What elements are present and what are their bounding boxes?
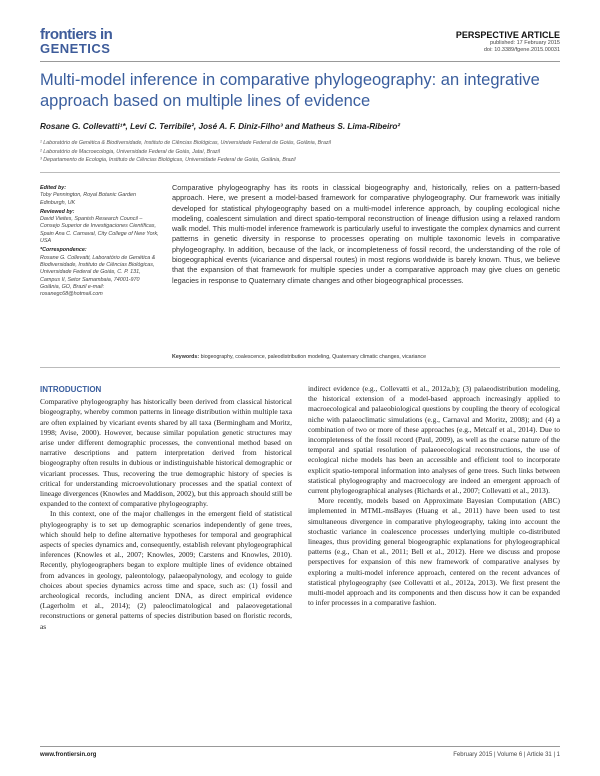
edited-by-label: Edited by: bbox=[40, 185, 67, 191]
paragraph: In this context, one of the major challenges in the emergent field of statistical phylogeography is to set up demographic scenarios independently of gene trees, which should help to define alternative hypotheses for temporal and geographical aspects of species dynamics and, consequently, establish relevant phylogeographical inferences (Knowles et al., 2007; Knowles, 2009; Carstens and Knowles, 2010). Recently, phylogeographers began to explore multiple lines of evidence obtained from advances in geology, paleontology, palaeopalynology, and ecology to guide choices about species dynamics across time and space, such as: (1) fossil and archeological records, including ancient DNA, as direct empirical evidence (Lagerholm et al., 2014); (2) paleoclimatological and palaeovegetational reconstructions or general patterns of species distribution based on floristic records, as bbox=[40, 509, 292, 631]
body-column-right bbox=[308, 384, 560, 608]
keywords bbox=[172, 354, 560, 360]
abstract: Comparative phylogeography has its roots in classical biogeography and, historically, relies on a pattern-based approach. Here, we present a model-based framework for comparative phylogeography. Our framework was initially developed for statistical phylogeography based on a multi-model inference approach, by coupling ecological niche modeling, coalescent simulation and direct spatio-temporal reconstruction of lineage diffusion using a relaxed random walk model. This multi-model inference framework is particularly useful to investigate the complex dynamics and current patterns in genetic diversity in response to processes operating on multiple taxonomic levels in comparative phylogeography. In addition, because of the lack, or incompleteness of fossil record, the understanding of the role of biogeographical events (vicariance and dispersal routes) in most regions worldwide is barely known. Thus, we believe that the expansion of that framework for multiple species under a comparative approach may give clues on genetic legacies in response to Quaternary climate changes and other biogeographical processes. bbox=[172, 183, 560, 285]
edited-by-text: Toby Pennington, Royal Botanic Garden Edinburgh, UK bbox=[40, 192, 136, 206]
keywords-label: Keywords: bbox=[172, 354, 200, 360]
paragraph: Comparative phylogeography has historically been derived from classical historical biogeography, whereby common patterns in lineage distribution within multiple taxa are often explained by vicariant events shared by all taxa (Bermingham and Moritz, 1998; Avise, 2000). However, because similar population genetic structures may arise under different demographic processes, the conventional method based on narrative descriptions and pattern interpretation derived from historical biogeography often results in dubious or indistinguishable historical demographic or vicariant processes. Thus, recovering the true demographic history of species is critical for understanding microevolutionary processes and the spatial context of lineage divergences (Knowles and Maddison, 2002), but this approach should still be expanded to the context of comparative phylogeography. bbox=[40, 397, 292, 509]
logo-line1: frontiers in bbox=[40, 26, 113, 43]
journal-logo bbox=[40, 28, 132, 55]
affiliation-2: ² Laboratório de Macroecologia, Universidade Federal de Goiás, Jataí, Brazil bbox=[40, 148, 220, 155]
header-divider bbox=[40, 61, 560, 62]
correspondence-text: Rosane G. Collevatti, Laboratório de Genética & Biodiversidade, Instituto de Ciências Biológicas, Universidade Federal de Goiás, C. P. 131, Campus II, Setor Samambaia, 74001-970 Goiânia, GO, Brazil e-mail: rosanegc68@hotmail.com bbox=[40, 254, 156, 298]
body-column-left bbox=[40, 385, 292, 632]
logo-line2: GENETICS bbox=[40, 41, 111, 56]
keywords-list: biogeography, coalescence, paleodistribution modeling, Quaternary climatic changes, vicariance bbox=[200, 354, 427, 360]
affiliations bbox=[40, 139, 560, 165]
affiliation-divider bbox=[40, 172, 560, 173]
correspondence-label: *Correspondence: bbox=[40, 247, 87, 254]
doi[interactable]: doi: 10.3389/fgene.2015.00031 bbox=[483, 47, 560, 53]
footer-divider bbox=[40, 746, 560, 747]
footer-citation: February 2015 | Volume 6 | Article 31 | 1 bbox=[453, 752, 560, 758]
footer-site-link[interactable]: www.frontiersin.org bbox=[40, 752, 97, 758]
paragraph: indirect evidence (e.g., Collevatti et al., 2012a,b); (3) palaeodistribution modeling, the historical extension of a model-based approach increasingly applied to macroecological and palaeobiological questions by coupling the theory of ecological niche with palaeoclimatic simulations (e.g., Carnaval and Moritz, 2008); and (4) a combination of two or more of these approaches (e.g., Metcalf et al., 2014). Due to incompleteness of the fossil record (Paul, 2009), as well as the coarse nature of the temporal and spatial resolution of palaeoecological reconstructions, the use of ecological niche models has been an accessible and efficient tool to incorporate explicit spatio-temporal information into analyses of gene trees. Such links between statistical phylogeography and macroecology are indeed an emergent approach of current phylogeographical analyses (Richards et al., 2007; Collevatti et al., 2013). bbox=[308, 384, 560, 496]
affiliation-3: ³ Departamento de Ecologia, Instituto de Ciências Biológicas, Universidade Federal de Goiás, Goiânia, Brazil bbox=[40, 157, 296, 163]
abstract-divider bbox=[40, 367, 560, 368]
authors: Rosane G. Collevatti¹*, Levi C. Terribile², José A. F. Diniz-Filho³ and Matheus S. Lima-Ribeiro² bbox=[40, 122, 401, 131]
published-date: published: 17 February 2015 bbox=[489, 40, 560, 46]
paragraph: More recently, models based on Approximate Bayesian Computation (ABC) implemented in MTML-msBayes (Huang et al., 2011) have been used to test simultaneous divergence in comparative phylogeography, taking into account the stochastic variance in coalescence processes underlying multiple co-distributed lineages, thus providing general biogeographic explanations for phylogeographical patterns (e.g., Chan et al., 2011; Bell et al., 2012). Here we discuss and propose perspectives for expansion of this new framework of comparative analyses by exploring a multi-model inference approach, centered on the recent advances of statistical phylogeography (see Collevatti et al., 2012a, 2013). We first present the multi-model approach and its components and then discuss how it can be expanded to infer processes in a comparative fashion. bbox=[308, 496, 560, 608]
introduction-heading: INTRODUCTION bbox=[40, 385, 102, 394]
affiliation-1: ¹ Laboratório de Genética & Biodiversidade, Instituto de Ciências Biológicas, Universidade Federal de Goiás, Goiânia, Brazil bbox=[40, 140, 331, 146]
article-title: Multi-model inference in comparative phylogeography: an integrative approach based on multiple lines of evidence bbox=[40, 71, 540, 110]
article-header-info bbox=[456, 30, 560, 54]
reviewed-by-label: Reviewed by: bbox=[40, 208, 75, 215]
editorial-sidebar bbox=[40, 183, 160, 298]
reviewed-by-text: David Vieites, Spanish Research Council – Consejo Superior de Investigaciones Científicas, Spain Ana C. Carnaval, City College of New York, USA bbox=[40, 216, 159, 245]
article-type: PERSPECTIVE ARTICLE bbox=[455, 30, 560, 40]
